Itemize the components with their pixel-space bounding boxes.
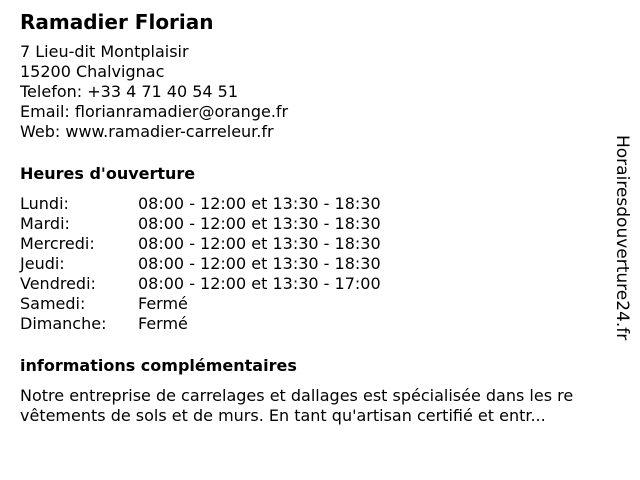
email-address: Email: florianramadier@orange.fr: [20, 102, 289, 121]
phone-number: Telefon: +33 4 71 40 54 51: [20, 82, 239, 101]
day-label: Lundi:: [20, 194, 69, 213]
day-hours: 08:00 - 12:00 et 13:30 - 18:30: [138, 234, 381, 253]
day-label: Dimanche:: [20, 314, 107, 333]
day-hours: 08:00 - 12:00 et 13:30 - 18:30: [138, 254, 381, 273]
additional-info-title: informations complémentaires: [20, 356, 297, 375]
business-name: Ramadier Florian: [20, 10, 214, 34]
site-watermark: Horairesdouverture24.fr: [612, 135, 632, 341]
hours-row-friday: [20, 274, 620, 294]
day-label: Mercredi:: [20, 234, 95, 253]
hours-row-tuesday: [20, 214, 620, 234]
day-hours: 08:00 - 12:00 et 13:30 - 18:30: [138, 194, 381, 213]
day-hours: 08:00 - 12:00 et 13:30 - 17:00: [138, 274, 381, 293]
hours-row-thursday: [20, 254, 620, 274]
hours-row-wednesday: [20, 234, 620, 254]
hours-row-saturday: [20, 294, 620, 314]
day-hours: Fermé: [138, 294, 188, 313]
address-line-1: 7 Lieu-dit Montplaisir: [20, 42, 189, 61]
description-line-2: vêtements de sols et de murs. En tant qu'artisan certifié et entr...: [20, 406, 546, 425]
day-label: Samedi:: [20, 294, 86, 313]
website-url: Web: www.ramadier-carreleur.fr: [20, 122, 274, 141]
day-hours: 08:00 - 12:00 et 13:30 - 18:30: [138, 214, 381, 233]
hours-row-sunday: [20, 314, 620, 334]
day-label: Mardi:: [20, 214, 70, 233]
day-hours: Fermé: [138, 314, 188, 333]
day-label: Jeudi:: [20, 254, 65, 273]
day-label: Vendredi:: [20, 274, 96, 293]
address-line-2: 15200 Chalvignac: [20, 62, 165, 81]
hours-row-monday: [20, 194, 620, 214]
description-line-1: Notre entreprise de carrelages et dallages est spécialisée dans les re: [20, 386, 574, 405]
opening-hours-list: [20, 194, 620, 334]
opening-hours-title: Heures d'ouverture: [20, 164, 196, 183]
business-card: [20, 10, 620, 426]
